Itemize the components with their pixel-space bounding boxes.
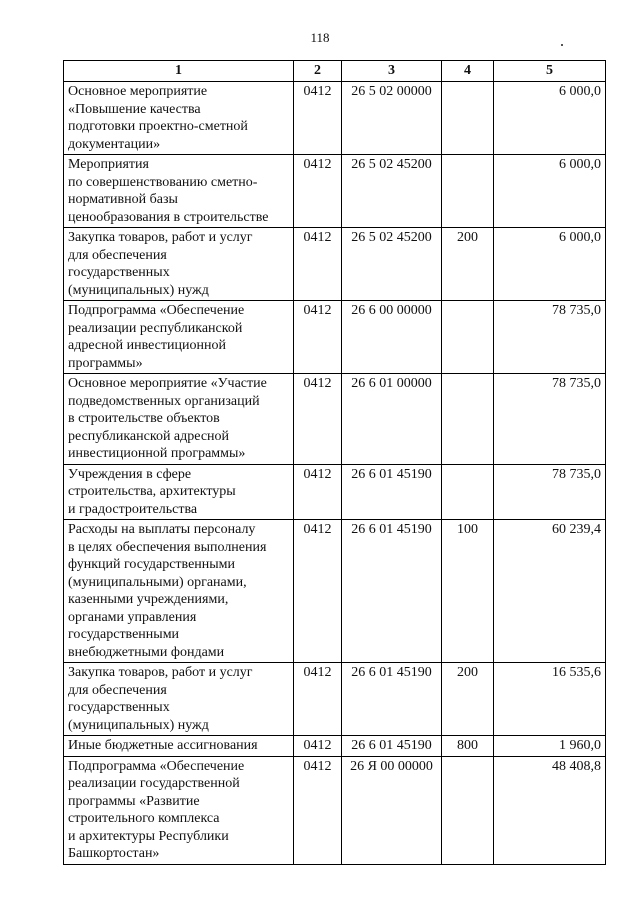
expense-type-cell bbox=[442, 301, 494, 374]
expense-type-cell bbox=[442, 374, 494, 465]
section-cell: 0412 bbox=[294, 464, 342, 520]
expense-type-cell: 800 bbox=[442, 736, 494, 757]
table-row bbox=[64, 464, 606, 520]
code-cell: 26 6 01 00000 bbox=[342, 374, 442, 465]
item-name-line: Иные бюджетные ассигнования bbox=[68, 738, 258, 753]
item-name-line: подготовки проектно-сметной bbox=[68, 119, 248, 134]
amount-cell: 16 535,6 bbox=[494, 663, 606, 736]
item-name-line: Закупка товаров, работ и услуг bbox=[68, 230, 253, 245]
item-name-line: Мероприятия bbox=[68, 157, 149, 172]
item-name-line: Подпрограмма «Обеспечение bbox=[68, 303, 245, 318]
amount-cell: 1 960,0 bbox=[494, 736, 606, 757]
item-name-cell bbox=[64, 374, 294, 465]
section-cell: 0412 bbox=[294, 82, 342, 155]
item-name-line: документации» bbox=[68, 136, 161, 152]
section-cell: 0412 bbox=[294, 756, 342, 864]
item-name-line: государственными bbox=[68, 627, 180, 642]
item-name-cell bbox=[64, 82, 294, 155]
item-name-line: программы» bbox=[68, 355, 143, 371]
page-number: 118 bbox=[310, 30, 330, 45]
item-name-cell bbox=[64, 663, 294, 736]
section-cell: 0412 bbox=[294, 228, 342, 301]
table-row bbox=[64, 301, 606, 374]
table-row bbox=[64, 374, 606, 465]
item-name-line: Основное мероприятие «Участие bbox=[68, 376, 267, 391]
expense-type-cell bbox=[442, 756, 494, 864]
amount-cell: 48 408,8 bbox=[494, 756, 606, 864]
table-row bbox=[64, 520, 606, 663]
expense-type-cell: 100 bbox=[442, 520, 494, 663]
item-name-line: строительного комплекса bbox=[68, 811, 220, 826]
amount-cell: 78 735,0 bbox=[494, 464, 606, 520]
item-name-line: реализации государственной bbox=[68, 776, 240, 791]
expense-type-cell bbox=[442, 82, 494, 155]
item-name-cell bbox=[64, 756, 294, 864]
item-name-line: ценообразования в строительстве bbox=[68, 209, 269, 225]
item-name-cell bbox=[64, 228, 294, 301]
amount-cell: 6 000,0 bbox=[494, 155, 606, 228]
code-cell: 26 Я 00 00000 bbox=[342, 756, 442, 864]
item-name-line: в целях обеспечения выполнения bbox=[68, 539, 267, 555]
header-cell: 4 bbox=[442, 61, 494, 82]
item-name-line: Основное мероприятие bbox=[68, 84, 208, 99]
item-name-line: инвестиционной программы» bbox=[68, 446, 246, 461]
table-row bbox=[64, 756, 606, 864]
item-name-line: для обеспечения bbox=[68, 682, 167, 698]
item-name-line: в строительстве объектов bbox=[68, 411, 220, 426]
item-name-line: государственных bbox=[68, 700, 170, 715]
item-name-line: внебюджетными фондами bbox=[68, 644, 225, 660]
table-row bbox=[64, 155, 606, 228]
header-cell: 3 bbox=[342, 61, 442, 82]
section-cell: 0412 bbox=[294, 374, 342, 465]
item-name-line: нормативной базы bbox=[68, 192, 178, 207]
item-name-line: государственных bbox=[68, 265, 170, 280]
item-name-line: (муниципальными) органами, bbox=[68, 574, 247, 590]
item-name-line: органами управления bbox=[68, 609, 197, 625]
amount-cell: 78 735,0 bbox=[494, 374, 606, 465]
header-row bbox=[64, 61, 606, 82]
item-name-cell bbox=[64, 464, 294, 520]
item-name-line: функций государственными bbox=[68, 557, 236, 572]
item-name-line: Учреждения в сфере bbox=[68, 466, 192, 482]
item-name-line: Башкортостан» bbox=[68, 846, 160, 861]
section-cell: 0412 bbox=[294, 301, 342, 374]
header-cell: 2 bbox=[294, 61, 342, 82]
section-cell: 0412 bbox=[294, 663, 342, 736]
code-cell: 26 6 00 00000 bbox=[342, 301, 442, 374]
item-name-cell bbox=[64, 736, 294, 757]
header-cell: 5 bbox=[494, 61, 606, 82]
code-cell: 26 5 02 45200 bbox=[342, 228, 442, 301]
code-cell: 26 6 01 45190 bbox=[342, 663, 442, 736]
item-name-line: и градостроительства bbox=[68, 501, 198, 517]
expense-type-cell: 200 bbox=[442, 663, 494, 736]
header-cell: 1 bbox=[64, 61, 294, 82]
table-row bbox=[64, 663, 606, 736]
table-row bbox=[64, 228, 606, 301]
item-name-line: подведомственных организаций bbox=[68, 393, 260, 409]
expense-type-cell bbox=[442, 155, 494, 228]
amount-cell: 78 735,0 bbox=[494, 301, 606, 374]
item-name-line: по совершенствованию сметно- bbox=[68, 174, 258, 190]
item-name-line: адресной инвестиционной bbox=[68, 338, 226, 353]
item-name-line: (муниципальных) нужд bbox=[68, 282, 209, 298]
item-name-cell bbox=[64, 301, 294, 374]
code-cell: 26 6 01 45190 bbox=[342, 464, 442, 520]
amount-cell: 6 000,0 bbox=[494, 82, 606, 155]
item-name-cell bbox=[64, 155, 294, 228]
item-name-line: Закупка товаров, работ и услуг bbox=[68, 665, 253, 680]
section-cell: 0412 bbox=[294, 736, 342, 757]
section-cell: 0412 bbox=[294, 520, 342, 663]
table-row bbox=[64, 736, 606, 757]
table-row bbox=[64, 82, 606, 155]
item-name-line: Подпрограмма «Обеспечение bbox=[68, 758, 245, 774]
amount-cell: 60 239,4 bbox=[494, 520, 606, 663]
item-name-line: Расходы на выплаты персоналу bbox=[68, 522, 256, 537]
item-name-line: казенными учреждениями, bbox=[68, 592, 229, 607]
budget-table bbox=[63, 60, 606, 865]
code-cell: 26 5 02 45200 bbox=[342, 155, 442, 228]
amount-cell: 6 000,0 bbox=[494, 228, 606, 301]
item-name-cell bbox=[64, 520, 294, 663]
item-name-line: программы «Развитие bbox=[68, 793, 200, 809]
item-name-line: строительства, архитектуры bbox=[68, 484, 236, 499]
item-name-line: для обеспечения bbox=[68, 247, 167, 263]
section-cell: 0412 bbox=[294, 155, 342, 228]
item-name-line: (муниципальных) нужд bbox=[68, 717, 209, 733]
item-name-line: реализации республиканской bbox=[68, 320, 243, 336]
code-cell: 26 5 02 00000 bbox=[342, 82, 442, 155]
scan-speck bbox=[561, 44, 563, 46]
item-name-line: «Повышение качества bbox=[68, 101, 201, 117]
expense-type-cell: 200 bbox=[442, 228, 494, 301]
item-name-line: республиканской адресной bbox=[68, 428, 230, 444]
code-cell: 26 6 01 45190 bbox=[342, 736, 442, 757]
code-cell: 26 6 01 45190 bbox=[342, 520, 442, 663]
expense-type-cell bbox=[442, 464, 494, 520]
item-name-line: и архитектуры Республики bbox=[68, 828, 229, 844]
